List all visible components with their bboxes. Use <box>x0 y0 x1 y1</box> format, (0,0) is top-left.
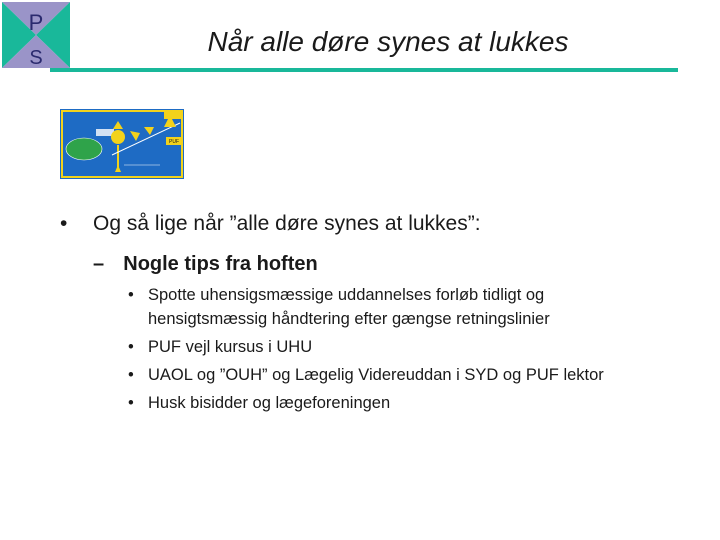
bullet-dot: • <box>60 212 68 235</box>
bullet-level2 <box>93 253 318 276</box>
bullet-level1 <box>60 212 481 236</box>
bullet-level3-text: PUF vejl kursus i UHU <box>148 338 313 356</box>
bullet-level3-item <box>128 286 550 328</box>
bullet-dot: • <box>128 338 134 356</box>
slide-title: Når alle døre synes at lukkes <box>207 26 569 57</box>
bullet-level3-item <box>128 338 313 357</box>
bullet-level3-item <box>128 394 391 413</box>
title-divider <box>50 68 678 72</box>
thumbnail-box-label: PUF <box>169 139 179 145</box>
diagram-thumbnail-image <box>60 109 184 179</box>
logo-letter-bottom: S <box>29 47 43 68</box>
bullet-level1-text: Og så lige når ”alle døre synes at lukkes”: <box>93 212 481 235</box>
bullet-level2-text: Nogle tips fra hoften <box>123 253 318 275</box>
logo-icon <box>2 2 70 68</box>
bullet-level3-text: UAOL og ”OUH” og Lægelig Videreuddan i SYD og PUF lektor <box>148 366 604 384</box>
logo-letter-top: P <box>28 10 44 35</box>
dash-marker: – <box>93 253 105 275</box>
bullet-dot: • <box>128 394 134 412</box>
bullet-level3-item <box>128 366 604 385</box>
bullet-dot: • <box>128 286 134 304</box>
bullet-level3-text-cont: hensigtsmæssig håndtering efter gængse retningslinier <box>148 310 550 328</box>
bullet-level3-text: Husk bisidder og lægeforeningen <box>148 394 391 412</box>
bullet-level3-text: Spotte uhensigsmæssige uddannelses forløb tidligt og <box>148 286 545 304</box>
bullet-dot: • <box>128 366 134 384</box>
